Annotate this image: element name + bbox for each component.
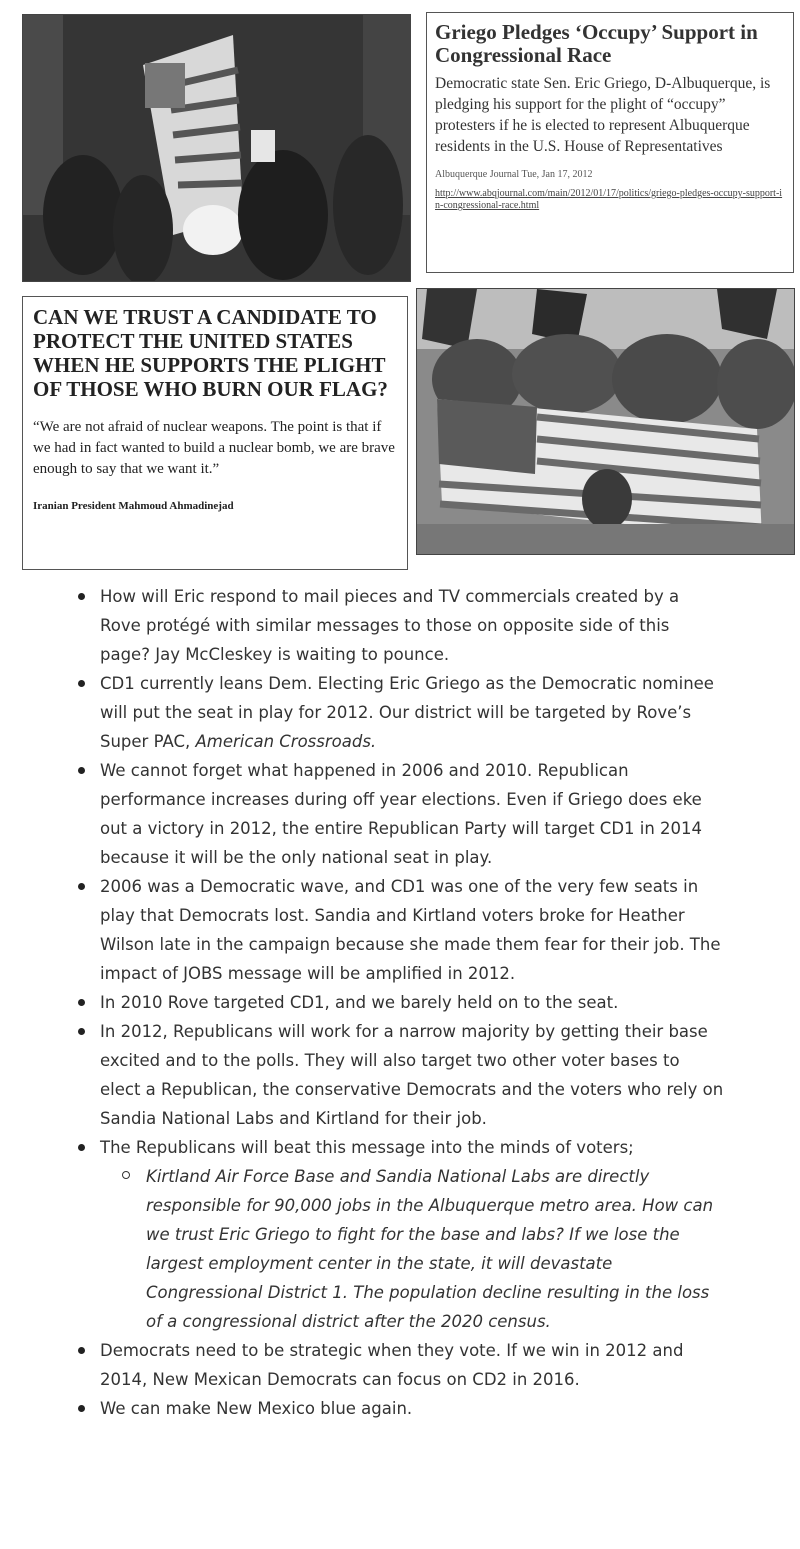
flag-burning-photo-2 — [416, 288, 795, 555]
bullet-icon — [78, 767, 85, 774]
bullet-icon — [78, 1347, 85, 1354]
bullet-icon — [78, 593, 85, 600]
list-item: The Republicans will beat this message into the minds of voters; Kirtland Air Force Base and Sandia National Labs are directly responsible for 90,000 jobs in the Albuquerque metro area. How can we trust Eric Griego to fight for the base and labs? If we lose the largest employment center in the state, it will devastate Congressional District 1. The population decline resulting in the loss of a congressional district after the 2020 census. — [74, 1133, 724, 1336]
sub-list-item: Kirtland Air Force Base and Sandia National Labs are directly responsible for 90,000 jobs in the Albuquerque metro area. How can we trust Eric Griego to fight for the base and labs? If we lose the largest employment center in the state, it will devastate Congressional District 1. The population decline resulting in the loss of a congressional district after the 2020 census. — [146, 1162, 724, 1336]
list-item: Democrats need to be strategic when they vote. If we win in 2012 and 2014, New Mexican Democrats can focus on CD2 in 2016. — [74, 1336, 724, 1394]
bullet-icon — [78, 1144, 85, 1151]
list-item: 2006 was a Democratic wave, and CD1 was one of the very few seats in play that Democrats lost. Sandia and Kirtland voters broke for Heather Wilson late in the campaign because she made them fear for their job. The impact of JOBS message will be amplified in 2012. — [74, 872, 724, 988]
pac-name: American Crossroads. — [195, 732, 377, 751]
question-box — [22, 296, 408, 570]
flag-burning-photo-1 — [22, 14, 411, 282]
list-item: We can make New Mexico blue again. — [74, 1394, 724, 1423]
list-item: CD1 currently leans Dem. Electing Eric Griego as the Democratic nominee will put the seat in play for 2012. Our district will be targeted by Rove’s Super PAC, American Crossroads. — [74, 669, 724, 756]
article-url-link[interactable]: http://www.abqjournal.com/main/2012/01/17/politics/griego-pledges-occupy-support-in-congressional-race.html — [435, 188, 783, 211]
bullet-icon — [78, 1405, 85, 1412]
ahmadinejad-quote: “We are not afraid of nuclear weapons. The point is that if we had in fact wanted to build a nuclear bomb, we are brave enough to say that we want it.” — [33, 419, 395, 477]
article-clipping — [426, 12, 794, 273]
bullet-icon — [78, 883, 85, 890]
talking-points-list — [74, 582, 724, 1423]
question-headline: CAN WE TRUST A CANDIDATE TO PROTECT THE UNITED STATES WHEN HE SUPPORTS THE PLIGHT OF THOSE WHO BURN OUR FLAG? — [33, 305, 388, 401]
sub-list — [100, 1162, 724, 1336]
bullet-icon — [78, 1028, 85, 1035]
bullet-icon — [78, 999, 85, 1006]
list-item: In 2010 Rove targeted CD1, and we barely held on to the seat. — [74, 988, 724, 1017]
article-headline: Griego Pledges ‘Occupy’ Support in Congressional Race — [435, 20, 758, 67]
quote-attribution: Iranian President Mahmoud Ahmadinejad — [33, 500, 234, 512]
list-item: In 2012, Republicans will work for a narrow majority by getting their base excited and to the polls. They will also target two other voter bases to elect a Republican, the conservative Democrats and the voters who rely on Sandia National Labs and Kirtland for their job. — [74, 1017, 724, 1133]
article-lede: Democratic state Sen. Eric Griego, D-Albuquerque, is pledging his support for the plight of “occupy” protesters if he is elected to represent Albuquerque residents in the U.S. House of Representatives — [435, 75, 771, 155]
article-source: Albuquerque Journal Tue, Jan 17, 2012 — [435, 169, 593, 180]
list-item: How will Eric respond to mail pieces and TV commercials created by a Rove protégé with similar messages to those on opposite side of this page? Jay McCleskey is waiting to pounce. — [74, 582, 724, 669]
bullet-icon — [78, 680, 85, 687]
list-item: We cannot forget what happened in 2006 and 2010. Republican performance increases during off year elections. Even if Griego does eke out a victory in 2012, the entire Republican Party will target CD1 in 2014 because it will be the only national seat in play. — [74, 756, 724, 872]
circle-bullet-icon — [122, 1171, 130, 1179]
